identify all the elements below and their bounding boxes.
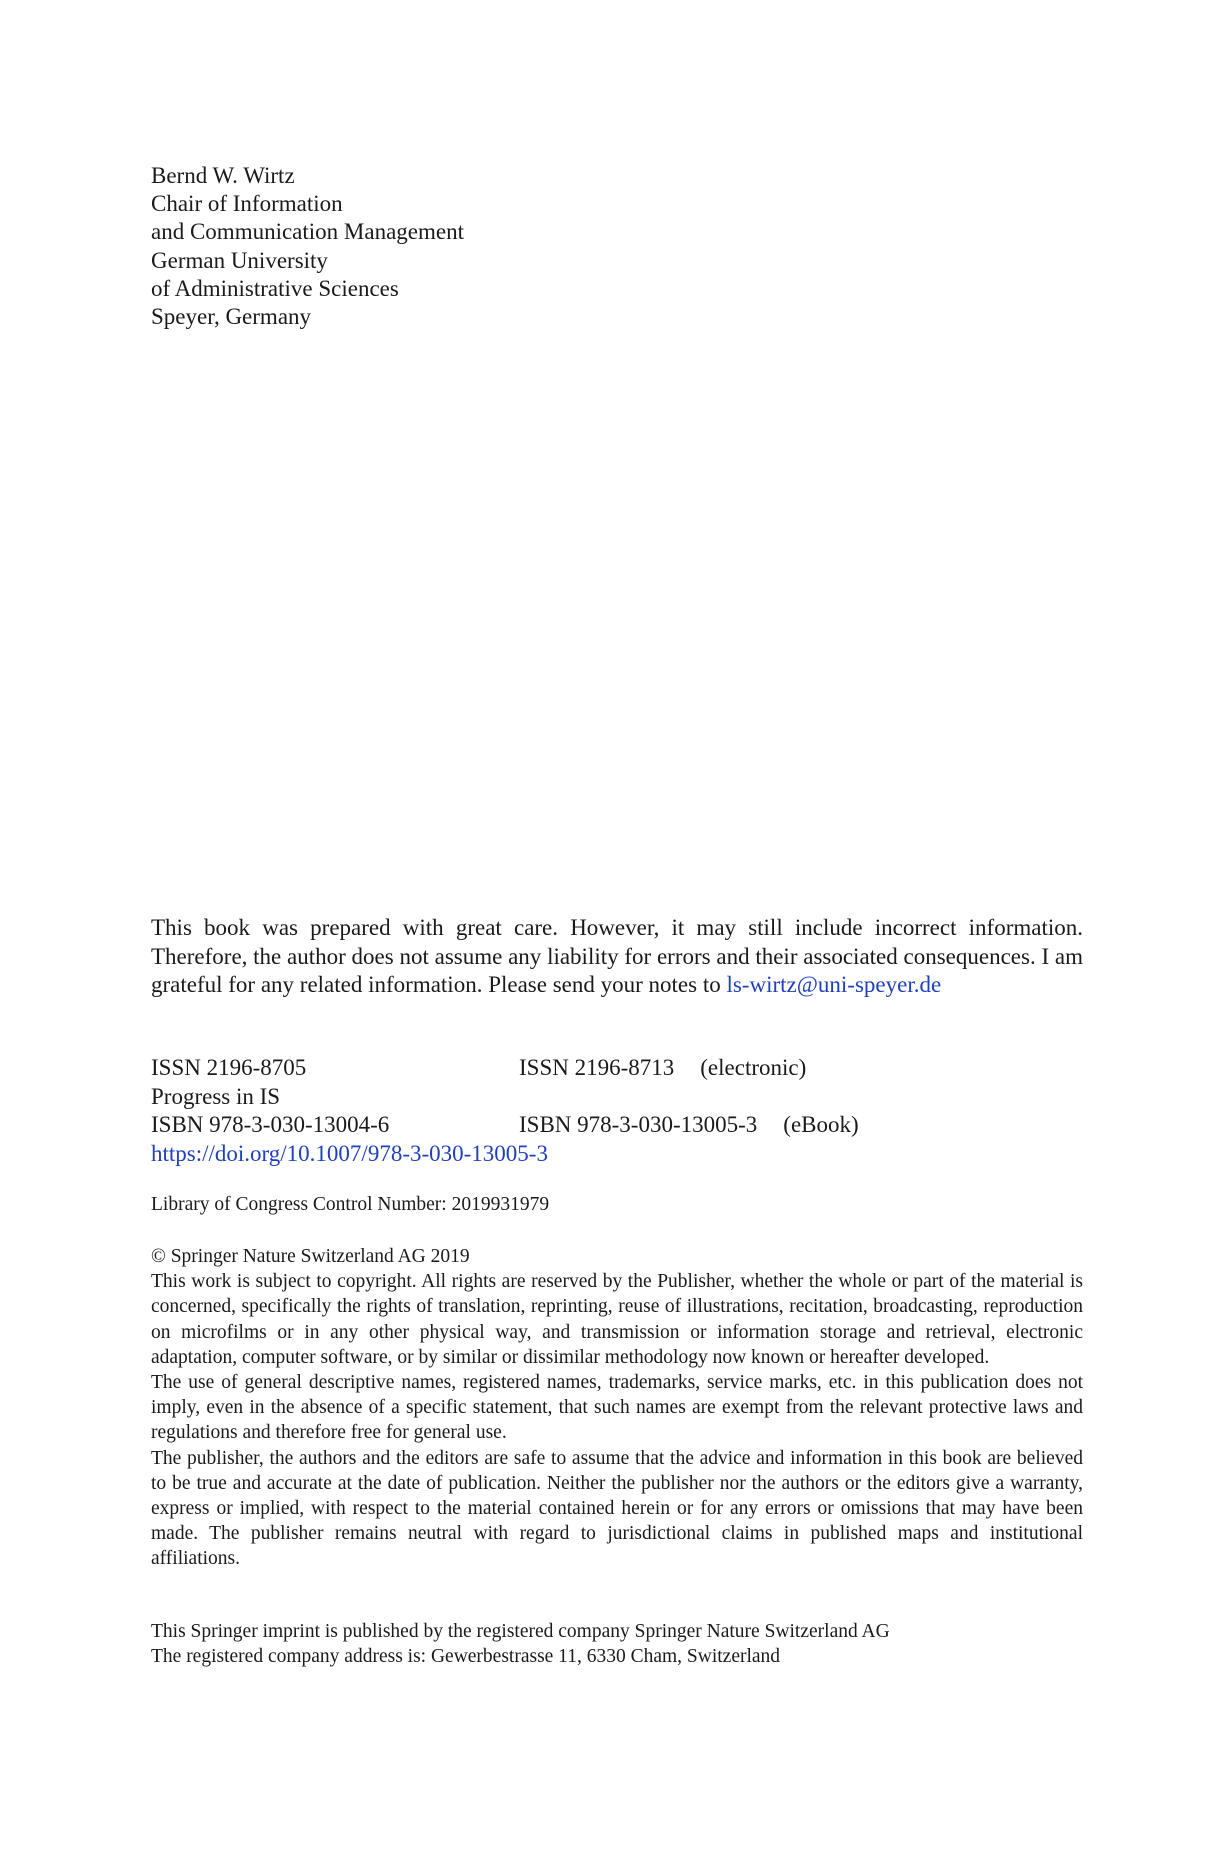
imprint-address-line: The registered company address is: Gewerbestrasse 11, 6330 Cham, Switzerland: [151, 1646, 781, 1668]
author-email-link[interactable]: ls-wirtz@uni-speyer.de: [726, 972, 942, 997]
imprint-company-line: This Springer imprint is published by the registered company Springer Nature Switzerland AG: [151, 1621, 890, 1642]
series-title: Progress in IS: [151, 1083, 281, 1109]
disclaimer-text: This book was prepared with great care. However, it may still include incorrect information. Therefore, the author does not assume any liability for errors and their associated consequences. I am grateful for any related information. Please send your notes to: [151, 915, 1083, 997]
legal-notice: [151, 1244, 1083, 1572]
doi-row: [151, 1140, 1083, 1169]
author-affiliation: [151, 162, 464, 331]
isbn-ebook-note: (eBook): [783, 1112, 859, 1137]
affiliation-line: of Administrative Sciences: [151, 275, 399, 301]
library-of-congress-number: Library of Congress Control Number: 2019931979: [151, 1194, 550, 1215]
doi-link[interactable]: https://doi.org/10.1007/978-3-030-13005-3: [151, 1140, 548, 1166]
issn-print: ISSN 2196-8705: [151, 1055, 307, 1080]
copyright-line: © Springer Nature Switzerland AG 2019: [151, 1246, 470, 1267]
affiliation-location: Speyer, Germany: [151, 304, 312, 330]
publication-identifiers: [151, 1054, 1083, 1168]
publisher-imprint: [151, 1619, 890, 1669]
author-name: Bernd W. Wirtz: [151, 163, 295, 188]
issn-electronic-note: (electronic): [700, 1055, 807, 1080]
liability-paragraph: The publisher, the authors and the editors are safe to assume that the advice and information in this book are believed to be true and accurate at the date of publication. Neither the publisher nor the authors or the editors give a warranty, express or implied, with respect to the material contained herein or for any errors or omissions that may have been made. The publisher remains neutral with regard to jurisdictional claims in published maps and institutional affiliations.: [151, 1447, 1083, 1570]
affiliation-line: Chair of Information: [151, 191, 343, 217]
isbn-ebook-group: [519, 1111, 859, 1140]
issn-electronic-group: [519, 1054, 806, 1083]
affiliation-line: German University: [151, 247, 328, 273]
isbn-print: ISBN 978-3-030-13004-6: [151, 1112, 390, 1137]
copyright-page: [151, 0, 1083, 1851]
issn-electronic: ISSN 2196-8713: [519, 1055, 675, 1080]
isbn-row: [151, 1111, 1083, 1140]
series-row: [151, 1083, 1083, 1112]
trademark-paragraph: The use of general descriptive names, registered names, trademarks, service marks, etc. in this publication does not imply, even in the absence of a specific statement, that such names are exempt from the relevant protective laws and regulations and therefore free for general use.: [151, 1372, 1083, 1444]
issn-row: [151, 1054, 1083, 1083]
affiliation-line: and Communication Management: [151, 219, 464, 245]
disclaimer-paragraph: [151, 914, 1083, 1000]
isbn-ebook: ISBN 978-3-030-13005-3: [519, 1112, 758, 1137]
copyright-paragraph: This work is subject to copyright. All rights are reserved by the Publisher, whether the whole or part of the material is concerned, specifically the rights of translation, reprinting, reuse of illustrations, recitation, broadcasting, reproduction on microfilms or in any other physical way, and transmission or information storage and retrieval, electronic adaptation, computer software, or by similar or dissimilar methodology now known or hereafter developed.: [151, 1271, 1083, 1368]
